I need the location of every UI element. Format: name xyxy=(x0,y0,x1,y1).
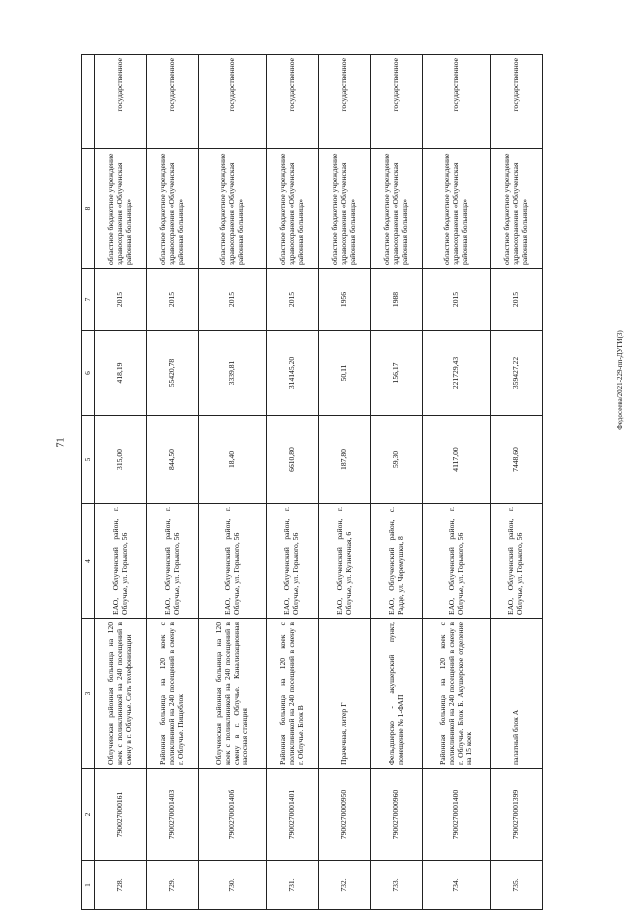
object-name: Фельдшерско - акушерский пункт, помещение № 1-ФАП xyxy=(371,619,423,769)
table-row xyxy=(199,55,267,910)
row-number: 734. xyxy=(423,861,491,910)
registry-id: 790027000140З xyxy=(147,769,199,861)
object-area: 6610,80 xyxy=(266,416,318,504)
column-header-blank xyxy=(82,55,95,149)
object-address: ЕАО, Облученский район, г. Облучье, ул. Горького, 56 xyxy=(95,504,147,619)
object-area: 315,00 xyxy=(95,416,147,504)
page-number: 71 xyxy=(55,437,67,448)
object-name: палатный блок А xyxy=(490,619,542,769)
column-header: 3 xyxy=(82,619,95,769)
object-holder: областное бюджетное учреждение здравоохранения «Облученская районная больница» xyxy=(318,149,370,269)
column-header: 2 xyxy=(82,769,95,861)
registry-id: 7900270001400 xyxy=(423,769,491,861)
object-year: 2015 xyxy=(490,269,542,331)
object-right: государственное xyxy=(147,55,199,149)
row-number: 730. xyxy=(199,861,267,910)
object-cost: 50,11 xyxy=(318,331,370,416)
object-address: ЕАО, Облученский район, г. Облучье, ул. Горького, 56 xyxy=(266,504,318,619)
object-name: Районная больница на 120 коек с поликлиникой на 240 посещений в смену в г. Облучье. Пищеблок xyxy=(147,619,199,769)
object-year: 2015 xyxy=(199,269,267,331)
object-area: 7448,60 xyxy=(490,416,542,504)
registry-id: 790027000161 xyxy=(95,769,147,861)
object-cost: 359427,22 xyxy=(490,331,542,416)
table-row xyxy=(95,55,147,910)
object-cost: 3339,81 xyxy=(199,331,267,416)
object-year: 1988 xyxy=(371,269,423,331)
registry-id: 7900270001399 xyxy=(490,769,542,861)
object-area: 59,30 xyxy=(371,416,423,504)
object-year: 2015 xyxy=(423,269,491,331)
object-holder: областное бюджетное учреждение здравоохранения «Облученская районная больница» xyxy=(95,149,147,269)
object-address: ЕАО, Облученский район, с. Радде, ул. Черемушки, 8 xyxy=(371,504,423,619)
object-name: Районная больница на 120 коек с поликлиникой на 240 посещений в смену в г. Облучье. Блок Б. Акушерское отделение на 15 коек xyxy=(423,619,491,769)
object-right: государственное xyxy=(371,55,423,149)
object-address: ЕАО, Облученский район, г. Облучье, ул. Горького, 56 xyxy=(147,504,199,619)
table-row xyxy=(423,55,491,910)
object-holder: областное бюджетное учреждение здравоохранения «Облученская районная больница» xyxy=(423,149,491,269)
column-header: 5 xyxy=(82,416,95,504)
object-year: 2015 xyxy=(266,269,318,331)
object-right: государственное xyxy=(318,55,370,149)
row-number: 729. xyxy=(147,861,199,910)
table-row xyxy=(147,55,199,910)
footer-doc-code: Федосеева/2021-229-пп-ДУГИ(3) xyxy=(616,330,624,430)
object-holder: областное бюджетное учреждение здравоохранения «Облученская районная больница» xyxy=(199,149,267,269)
object-area: 844,50 xyxy=(147,416,199,504)
object-cost: 314145,20 xyxy=(266,331,318,416)
object-holder: областное бюджетное учреждение здравоохранения «Облученская районная больница» xyxy=(266,149,318,269)
object-right: государственное xyxy=(423,55,491,149)
object-right: государственное xyxy=(95,55,147,149)
object-holder: областное бюджетное учреждение здравоохранения «Облученская районная больница» xyxy=(147,149,199,269)
object-right: государственное xyxy=(490,55,542,149)
registry-table-wrapper xyxy=(81,55,543,910)
object-year: 1956 xyxy=(318,269,370,331)
object-right: государственное xyxy=(199,55,267,149)
table-row xyxy=(371,55,423,910)
row-number: 731. xyxy=(266,861,318,910)
object-address: ЕАО, Облученский район, г. Облучье, ул. Горького, 56 xyxy=(490,504,542,619)
column-header: 4 xyxy=(82,504,95,619)
object-area: 4117,00 xyxy=(423,416,491,504)
object-name: Облученская районная больница на 120 коек с поликлиникой на 240 посещений в смену в г. Облучье. Сеть телефонизации xyxy=(95,619,147,769)
object-holder: областное бюджетное учреждение здравоохранения «Облученская районная больница» xyxy=(371,149,423,269)
object-cost: 221729,43 xyxy=(423,331,491,416)
row-number: 733. xyxy=(371,861,423,910)
row-number: 735. xyxy=(490,861,542,910)
object-address: ЕАО, Облученский район, г. Облучье, ул. Горького, 56 xyxy=(199,504,267,619)
object-right: государственное xyxy=(266,55,318,149)
object-name: Прачечная, литер Г xyxy=(318,619,370,769)
table-row xyxy=(318,55,370,910)
object-address: ЕАО, Облученский район, г. Облучье, ул. Горького, 56 xyxy=(423,504,491,619)
object-holder: областное бюджетное учреждение здравоохранения «Облученская районная больница» xyxy=(490,149,542,269)
object-area: 18,40 xyxy=(199,416,267,504)
object-cost: 418,19 xyxy=(95,331,147,416)
object-year: 2015 xyxy=(147,269,199,331)
column-header: 7 xyxy=(82,269,95,331)
registry-id: 7900270000960 xyxy=(371,769,423,861)
registry-id: 7900270001401 xyxy=(266,769,318,861)
object-address: ЕАО, Облученский район, г. Облучье, ул. Кузнечная, 6 xyxy=(318,504,370,619)
table-row xyxy=(490,55,542,910)
object-name: Районная больница на 120 коек с поликлиникой на 240 посещений в смену в г. Облучье. Блок В xyxy=(266,619,318,769)
column-header: 6 xyxy=(82,331,95,416)
column-header: 8 xyxy=(82,149,95,269)
object-cost: 55420,78 xyxy=(147,331,199,416)
registry-id: 790027000140б xyxy=(199,769,267,861)
registry-table xyxy=(81,54,543,910)
table-row xyxy=(266,55,318,910)
object-area: 187,80 xyxy=(318,416,370,504)
column-header: 1 xyxy=(82,861,95,910)
row-number: 728. xyxy=(95,861,147,910)
registry-id: 7900270000950 xyxy=(318,769,370,861)
object-cost: 156,17 xyxy=(371,331,423,416)
object-year: 2015 xyxy=(95,269,147,331)
header-row xyxy=(82,55,95,910)
row-number: 732. xyxy=(318,861,370,910)
object-name: Облученская районная больница на 120 коек с поликлиникой на 240 посещений в смену в г. Облучье. Канализационная насосная станция xyxy=(199,619,267,769)
